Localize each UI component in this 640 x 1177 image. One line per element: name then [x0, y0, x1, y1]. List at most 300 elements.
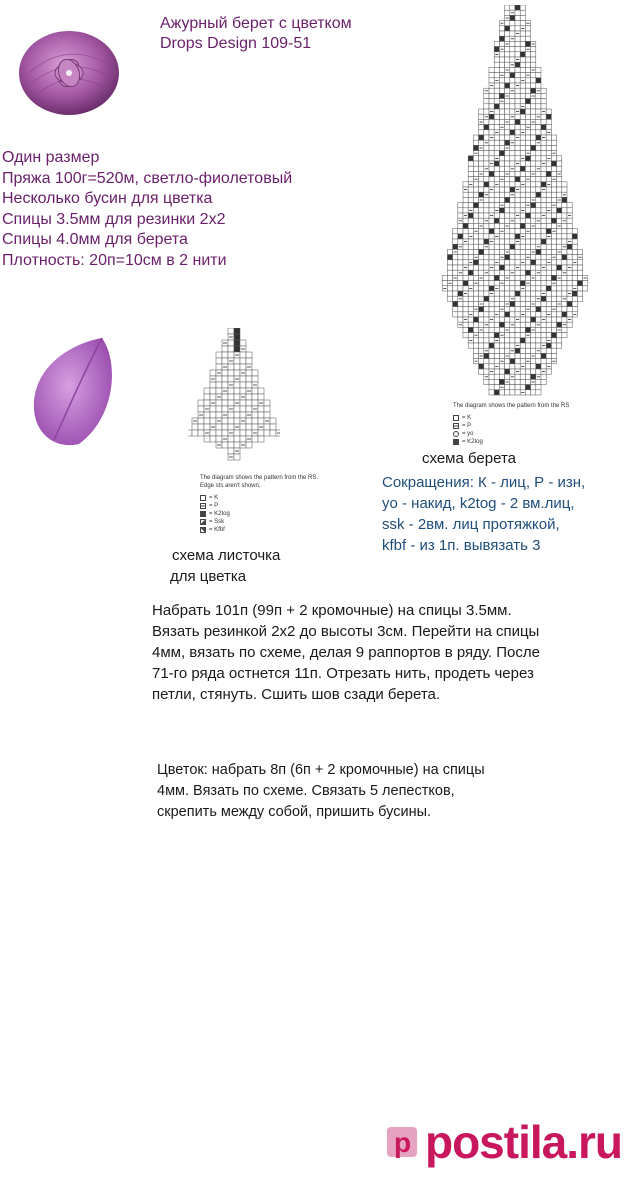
- chart-cell: [484, 156, 489, 161]
- chart-cell: [510, 73, 515, 78]
- chart-cell: [520, 166, 525, 171]
- chart-cell: [546, 270, 551, 275]
- chart-cell: [505, 125, 510, 130]
- chart-cell: [583, 286, 588, 291]
- chart-cell: [252, 394, 258, 400]
- chart-cell: [458, 301, 463, 306]
- chart-cell: [228, 328, 234, 334]
- chart-cell: [510, 260, 515, 265]
- chart-cell: [473, 301, 478, 306]
- chart-cell: [473, 343, 478, 348]
- chart-cell: [557, 166, 562, 171]
- chart-cell: [479, 151, 484, 156]
- purl-symbol-icon: [453, 423, 459, 429]
- chart-cell: [473, 322, 478, 327]
- chart-cell: [479, 166, 484, 171]
- chart-cell: [505, 177, 510, 182]
- chart-cell: [188, 430, 192, 436]
- chart-cell: [234, 406, 240, 412]
- chart-cell: [204, 424, 210, 430]
- chart-cell: [489, 208, 494, 213]
- chart-cell: [557, 281, 562, 286]
- chart-cell: [572, 307, 577, 312]
- chart-cell: [536, 255, 541, 260]
- chart-cell: [484, 125, 489, 130]
- chart-cell: [557, 265, 562, 270]
- knit-symbol-icon: [200, 495, 206, 501]
- chart-cell: [198, 418, 204, 424]
- chart-cell: [473, 213, 478, 218]
- chart-cell: [489, 130, 494, 135]
- chart-cell: [515, 182, 520, 187]
- spec-line: Спицы 3.5мм для резинки 2х2: [2, 210, 226, 228]
- chart-cell: [546, 114, 551, 119]
- chart-cell: [577, 296, 582, 301]
- chart-cell: [525, 353, 530, 358]
- chart-cell: [510, 156, 515, 161]
- chart-cell: [234, 346, 240, 352]
- chart-cell: [531, 255, 536, 260]
- chart-cell: [562, 291, 567, 296]
- chart-cell: [520, 177, 525, 182]
- chart-cell: [216, 364, 222, 370]
- chart-cell: [484, 119, 489, 124]
- abbreviation-line: ssk - 2вм. лиц протяжкой,: [382, 516, 560, 533]
- chart-cell: [520, 270, 525, 275]
- chart-cell: [510, 182, 515, 187]
- chart-cell: [510, 301, 515, 306]
- chart-cell: [520, 223, 525, 228]
- chart-cell: [479, 239, 484, 244]
- chart-cell: [494, 114, 499, 119]
- chart-cell: [505, 31, 510, 36]
- chart-cell: [531, 234, 536, 239]
- chart-cell: [572, 249, 577, 254]
- knit-symbol-icon: [453, 415, 459, 421]
- chart-cell: [479, 359, 484, 364]
- chart-cell: [557, 343, 562, 348]
- chart-cell: [505, 52, 510, 57]
- chart-cell: [228, 346, 234, 352]
- chart-cell: [562, 327, 567, 332]
- chart-cell: [531, 369, 536, 374]
- chart-cell: [546, 291, 551, 296]
- chart-cell: [541, 208, 546, 213]
- chart-cell: [546, 177, 551, 182]
- chart-cell: [525, 140, 530, 145]
- chart-cell: [468, 307, 473, 312]
- chart-cell: [520, 244, 525, 249]
- chart-cell: [505, 73, 510, 78]
- chart-cell: [499, 26, 504, 31]
- chart-cell: [520, 275, 525, 280]
- abbreviation-line: yo - накид, k2tog - 2 вм.лиц,: [382, 495, 575, 512]
- chart-cell: [479, 187, 484, 192]
- chart-cell: [510, 379, 515, 384]
- chart-cell: [499, 379, 504, 384]
- chart-cell: [252, 400, 258, 406]
- chart-cell: [505, 218, 510, 223]
- chart-cell: [520, 10, 525, 15]
- chart-cell: [572, 281, 577, 286]
- chart-cell: [463, 327, 468, 332]
- chart-cell: [494, 145, 499, 150]
- chart-cell: [484, 151, 489, 156]
- chart-cell: [515, 52, 520, 57]
- chart-cell: [494, 135, 499, 140]
- chart-cell: [494, 203, 499, 208]
- chart-cell: [510, 104, 515, 109]
- chart-cell: [536, 182, 541, 187]
- chart-cell: [525, 36, 530, 41]
- chart-cell: [557, 161, 562, 166]
- chart-cell: [234, 388, 240, 394]
- chart-cell: [531, 109, 536, 114]
- chart-cell: [536, 338, 541, 343]
- chart-cell: [525, 197, 530, 202]
- chart-cell: [557, 255, 562, 260]
- chart-cell: [551, 135, 556, 140]
- chart-cell: [551, 213, 556, 218]
- chart-cell: [228, 400, 234, 406]
- chart-cell: [520, 322, 525, 327]
- chart-cell: [541, 203, 546, 208]
- chart-cell: [264, 400, 270, 406]
- chart-cell: [499, 213, 504, 218]
- chart-cell: [264, 412, 270, 418]
- chart-cell: [216, 424, 222, 430]
- chart-cell: [468, 213, 473, 218]
- chart-cell: [572, 234, 577, 239]
- chart-cell: [499, 348, 504, 353]
- chart-cell: [252, 412, 258, 418]
- chart-cell: [541, 333, 546, 338]
- chart-cell: [536, 333, 541, 338]
- chart-cell: [515, 364, 520, 369]
- chart-cell: [473, 156, 478, 161]
- chart-cell: [515, 36, 520, 41]
- chart-cell: [222, 406, 228, 412]
- chart-cell: [240, 376, 246, 382]
- chart-cell: [458, 307, 463, 312]
- chart-cell: [473, 317, 478, 322]
- chart-cell: [541, 166, 546, 171]
- chart-cell: [494, 348, 499, 353]
- chart-cell: [515, 197, 520, 202]
- chart-cell: [536, 109, 541, 114]
- chart-cell: [468, 156, 473, 161]
- chart-cell: [510, 385, 515, 390]
- chart-cell: [479, 156, 484, 161]
- chart-cell: [494, 88, 499, 93]
- chart-cell: [562, 197, 567, 202]
- chart-cell: [567, 255, 572, 260]
- chart-cell: [463, 301, 468, 306]
- chart-cell: [510, 275, 515, 280]
- chart-cell: [479, 312, 484, 317]
- chart-cell: [520, 99, 525, 104]
- chart-cell: [505, 203, 510, 208]
- chart-cell: [484, 338, 489, 343]
- chart-cell: [505, 385, 510, 390]
- chart-cell: [458, 229, 463, 234]
- chart-cell: [246, 442, 252, 448]
- chart-cell: [531, 208, 536, 213]
- chart-cell: [453, 301, 458, 306]
- chart-cell: [531, 151, 536, 156]
- chart-cell: [216, 400, 222, 406]
- chart-cell: [510, 291, 515, 296]
- chart-cell: [567, 229, 572, 234]
- chart-cell: [557, 291, 562, 296]
- chart-cell: [562, 333, 567, 338]
- chart-cell: [515, 385, 520, 390]
- chart-cell: [489, 166, 494, 171]
- chart-cell: [510, 317, 515, 322]
- chart-cell: [499, 130, 504, 135]
- legend-item: = K: [209, 495, 219, 501]
- chart-cell: [510, 130, 515, 135]
- chart-cell: [246, 382, 252, 388]
- chart-cell: [515, 41, 520, 46]
- chart-cell: [515, 338, 520, 343]
- chart-cell: [541, 353, 546, 358]
- chart-cell: [562, 208, 567, 213]
- chart-cell: [489, 312, 494, 317]
- chart-cell: [468, 333, 473, 338]
- legend-item: = K: [462, 415, 472, 421]
- chart-cell: [479, 270, 484, 275]
- chart-cell: [510, 171, 515, 176]
- chart-cell: [531, 57, 536, 62]
- chart-cell: [499, 41, 504, 46]
- chart-cell: [557, 156, 562, 161]
- chart-cell: [505, 21, 510, 26]
- chart-cell: [494, 57, 499, 62]
- chart-cell: [546, 192, 551, 197]
- chart-cell: [499, 239, 504, 244]
- chart-cell: [515, 327, 520, 332]
- chart-cell: [520, 291, 525, 296]
- chart-cell: [499, 156, 504, 161]
- chart-cell: [520, 353, 525, 358]
- chart-cell: [551, 187, 556, 192]
- chart-cell: [531, 286, 536, 291]
- chart-cell: [494, 171, 499, 176]
- chart-cell: [567, 260, 572, 265]
- chart-cell: [463, 322, 468, 327]
- chart-cell: [447, 260, 452, 265]
- chart-cell: [234, 430, 240, 436]
- chart-cell: [510, 135, 515, 140]
- chart-cell: [536, 119, 541, 124]
- instruction-line: 4мм, вязать по схеме, делая 9 раппортов в ряду. После: [152, 644, 540, 661]
- chart-cell: [515, 359, 520, 364]
- chart-cell: [536, 249, 541, 254]
- chart-cell: [458, 275, 463, 280]
- chart-cell: [505, 234, 510, 239]
- chart-cell: [525, 390, 530, 395]
- chart-cell: [531, 135, 536, 140]
- chart-cell: [216, 436, 222, 442]
- chart-cell: [494, 322, 499, 327]
- chart-cell: [505, 260, 510, 265]
- chart-cell: [557, 317, 562, 322]
- chart-cell: [463, 255, 468, 260]
- chart-cell: [463, 203, 468, 208]
- chart-cell: [270, 430, 276, 436]
- chart-cell: [240, 412, 246, 418]
- abbreviation-line: Сокращения: К - лиц, Р - изн,: [382, 474, 586, 491]
- chart-cell: [505, 62, 510, 67]
- chart-cell: [494, 223, 499, 228]
- chart-cell: [473, 145, 478, 150]
- chart-cell: [541, 260, 546, 265]
- chart-cell: [541, 114, 546, 119]
- chart-cell: [536, 93, 541, 98]
- chart-cell: [453, 265, 458, 270]
- chart-cell: [541, 312, 546, 317]
- chart-cell: [228, 370, 234, 376]
- chart-cell: [546, 301, 551, 306]
- chart-cell: [536, 151, 541, 156]
- chart-cell: [473, 208, 478, 213]
- chart-cell: [531, 83, 536, 88]
- chart-cell: [567, 301, 572, 306]
- chart-cell: [551, 275, 556, 280]
- chart-cell: [505, 307, 510, 312]
- chart-cell: [525, 223, 530, 228]
- chart-cell: [494, 291, 499, 296]
- chart-cell: [468, 281, 473, 286]
- chart-cell: [536, 301, 541, 306]
- chart-cell: [505, 213, 510, 218]
- chart-cell: [499, 109, 504, 114]
- chart-cell: [453, 255, 458, 260]
- chart-cell: [557, 229, 562, 234]
- chart-cell: [525, 301, 530, 306]
- chart-cell: [541, 286, 546, 291]
- chart-cell: [510, 390, 515, 395]
- chart-cell: [468, 218, 473, 223]
- chart-cell: [447, 296, 452, 301]
- chart-cell: [484, 197, 489, 202]
- chart-cell: [494, 125, 499, 130]
- chart-cell: [541, 140, 546, 145]
- chart-cell: [525, 88, 530, 93]
- chart-cell: [510, 57, 515, 62]
- chart-cell: [484, 296, 489, 301]
- chart-cell: [447, 286, 452, 291]
- chart-cell: [499, 390, 504, 395]
- chart-cell: [473, 249, 478, 254]
- chart-cell: [536, 275, 541, 280]
- chart-cell: [270, 418, 276, 424]
- chart-cell: [252, 418, 258, 424]
- chart-cell: [489, 338, 494, 343]
- chart-cell: [515, 281, 520, 286]
- chart-cell: [557, 296, 562, 301]
- chart-cell: [505, 374, 510, 379]
- chart-cell: [210, 394, 216, 400]
- chart-cell: [499, 364, 504, 369]
- chart-cell: [541, 145, 546, 150]
- chart-cell: [515, 223, 520, 228]
- chart-cell: [567, 249, 572, 254]
- chart-cell: [246, 424, 252, 430]
- chart-cell: [264, 406, 270, 412]
- chart-cell: [525, 67, 530, 72]
- chart-cell: [505, 114, 510, 119]
- chart-cell: [520, 255, 525, 260]
- chart-cell: [505, 156, 510, 161]
- chart-cell: [546, 166, 551, 171]
- chart-cell: [489, 296, 494, 301]
- beret-chart-note: The diagram shows the pattern from the RS: [453, 403, 570, 409]
- chart-cell: [252, 370, 258, 376]
- chart-cell: [264, 430, 270, 436]
- chart-cell: [484, 281, 489, 286]
- chart-cell: [499, 197, 504, 202]
- chart-cell: [536, 385, 541, 390]
- chart-cell: [567, 275, 572, 280]
- chart-cell: [520, 281, 525, 286]
- chart-cell: [484, 353, 489, 358]
- chart-cell: [240, 340, 246, 346]
- chart-cell: [484, 379, 489, 384]
- chart-cell: [520, 338, 525, 343]
- page-title: Ажурный берет с цветком: [160, 15, 352, 32]
- chart-cell: [222, 352, 228, 358]
- chart-cell: [531, 218, 536, 223]
- chart-cell: [520, 213, 525, 218]
- chart-cell: [546, 119, 551, 124]
- chart-cell: [567, 244, 572, 249]
- chart-cell: [453, 296, 458, 301]
- chart-cell: [479, 125, 484, 130]
- chart-cell: [479, 307, 484, 312]
- chart-cell: [234, 340, 240, 346]
- chart-cell: [505, 10, 510, 15]
- chart-cell: [546, 281, 551, 286]
- chart-cell: [531, 166, 536, 171]
- chart-cell: [567, 307, 572, 312]
- chart-cell: [228, 424, 234, 430]
- chart-cell: [536, 187, 541, 192]
- chart-cell: [216, 382, 222, 388]
- chart-cell: [551, 322, 556, 327]
- chart-cell: [515, 151, 520, 156]
- chart-cell: [572, 296, 577, 301]
- chart-cell: [531, 78, 536, 83]
- chart-cell: [484, 171, 489, 176]
- chart-cell: [228, 394, 234, 400]
- chart-cell: [484, 187, 489, 192]
- chart-cell: [546, 140, 551, 145]
- chart-cell: [468, 265, 473, 270]
- chart-cell: [494, 374, 499, 379]
- chart-cell: [499, 322, 504, 327]
- chart-cell: [210, 430, 216, 436]
- chart-cell: [562, 187, 567, 192]
- chart-cell: [489, 390, 494, 395]
- chart-cell: [520, 385, 525, 390]
- beret-chart-caption: схема берета: [422, 450, 516, 467]
- chart-cell: [562, 223, 567, 228]
- chart-cell: [541, 296, 546, 301]
- chart-cell: [216, 406, 222, 412]
- chart-cell: [531, 364, 536, 369]
